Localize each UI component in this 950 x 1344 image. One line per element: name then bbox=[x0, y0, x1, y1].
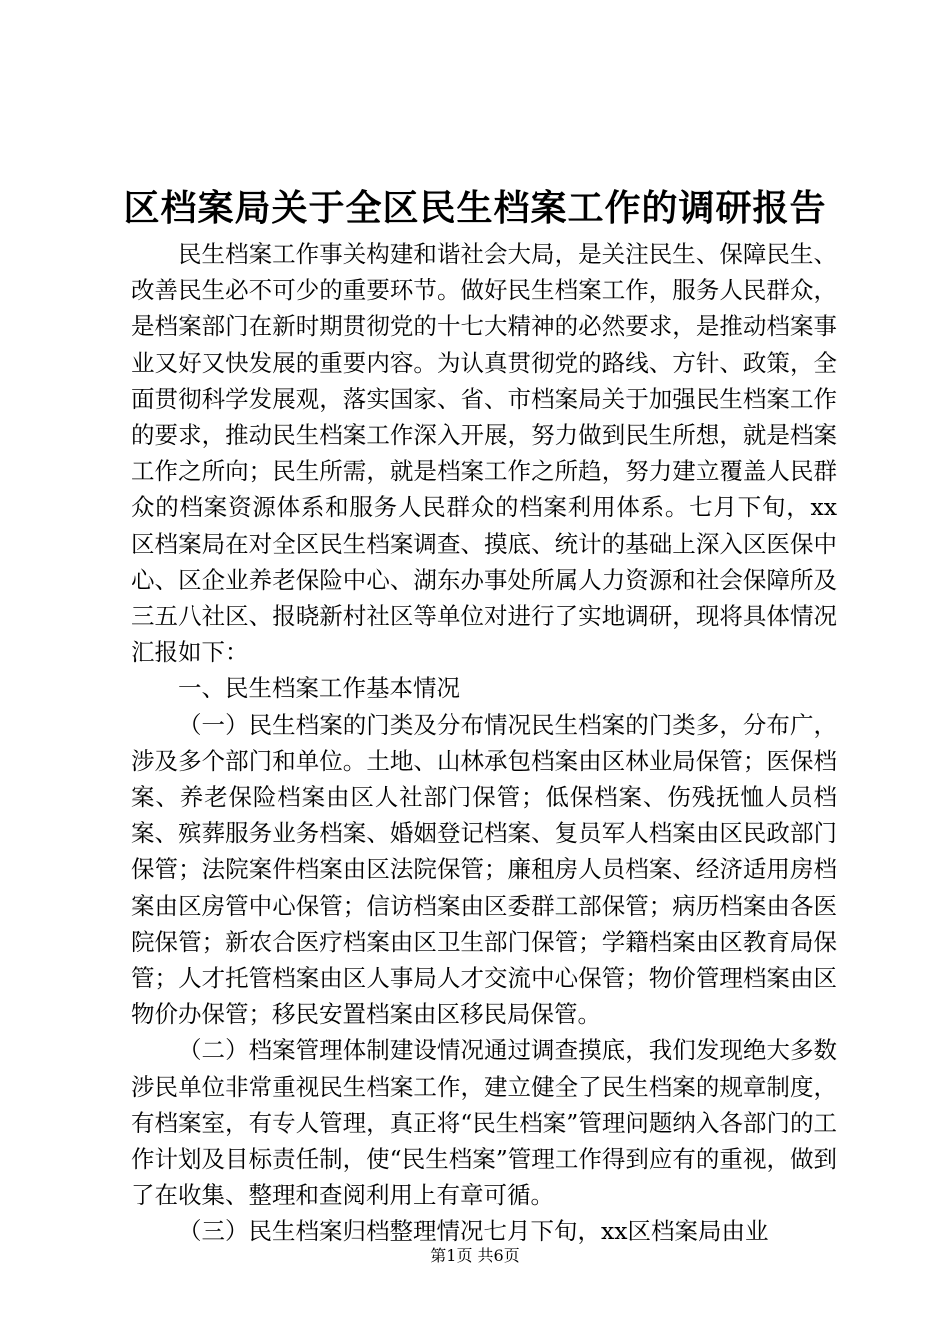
document-title: 区档案局关于全区民生档案工作的调研报告 bbox=[123, 187, 827, 229]
subsection-paragraph-3: （三）民生档案归档整理情况七月下旬，xx区档案局由业 bbox=[178, 1217, 769, 1246]
document-body bbox=[131, 236, 837, 1250]
section-heading: 一、民生档案工作基本情况 bbox=[178, 674, 460, 703]
intro-paragraph: 民生档案工作事关构建和谐社会大局，是关注民生、保障民生、改善民生必不可少的重要环节。做好民生档案工作，服务人民群众，是档案部门在新时期贯彻党的十七大精神的必然要求，是推动档案事业又好又快发展的重要内容。为认真贯彻党的路线、方针、政策，全面贯彻科学发展观，落实国家、省、市档案局关于加强民生档案工作的要求，推动民生档案工作深入开展，努力做到民生所想，就是档案工作之所向；民生所需，就是档案工作之所趋，努力建立覆盖人民群众的档案资源体系和服务人民群众的档案利用体系。七月下旬，xx区档案局在对全区民生档案调查、摸底、统计的基础上深入区医保中心、区企业养老保险中心、湖东办事处所属人力资源和社会保障所及三五八社区、报晓新村社区等单位对进行了实地调研，现将具体情况汇报如下： bbox=[131, 240, 837, 667]
subsection-paragraph-2: （二）档案管理体制建设情况通过调查摸底，我们发现绝大多数涉民单位非常重视民生档案工作，建立健全了民生档案的规章制度，有档案室，有专人管理，真正将“民生档案”管理问题纳入各部门的工作计划及目标责任制，使“民生档案”管理工作得到应有的重视，做到了在收集、整理和查阅利用上有章可循。 bbox=[131, 1036, 837, 1210]
subsection-paragraph-1: （一）民生档案的门类及分布情况民生档案的门类多，分布广，涉及多个部门和单位。土地、山林承包档案由区林业局保管；医保档案、养老保险档案由区人社部门保管；低保档案、伤残抚恤人员档案、殡葬服务业务档案、婚姻登记档案、复员军人档案由区民政部门保管；法院案件档案由区法院保管；廉租房人员档案、经济适用房档案由区房管中心保管；信访档案由区委群工部保管；病历档案由各医院保管；新农合医疗档案由区卫生部门保管；学籍档案由区教育局保管；人才托管档案由区人事局人才交流中心保管；物价管理档案由区物价办保管；移民安置档案由区移民局保管。 bbox=[131, 710, 837, 1029]
page-number-footer: 第1页 共6页 bbox=[430, 1246, 520, 1265]
